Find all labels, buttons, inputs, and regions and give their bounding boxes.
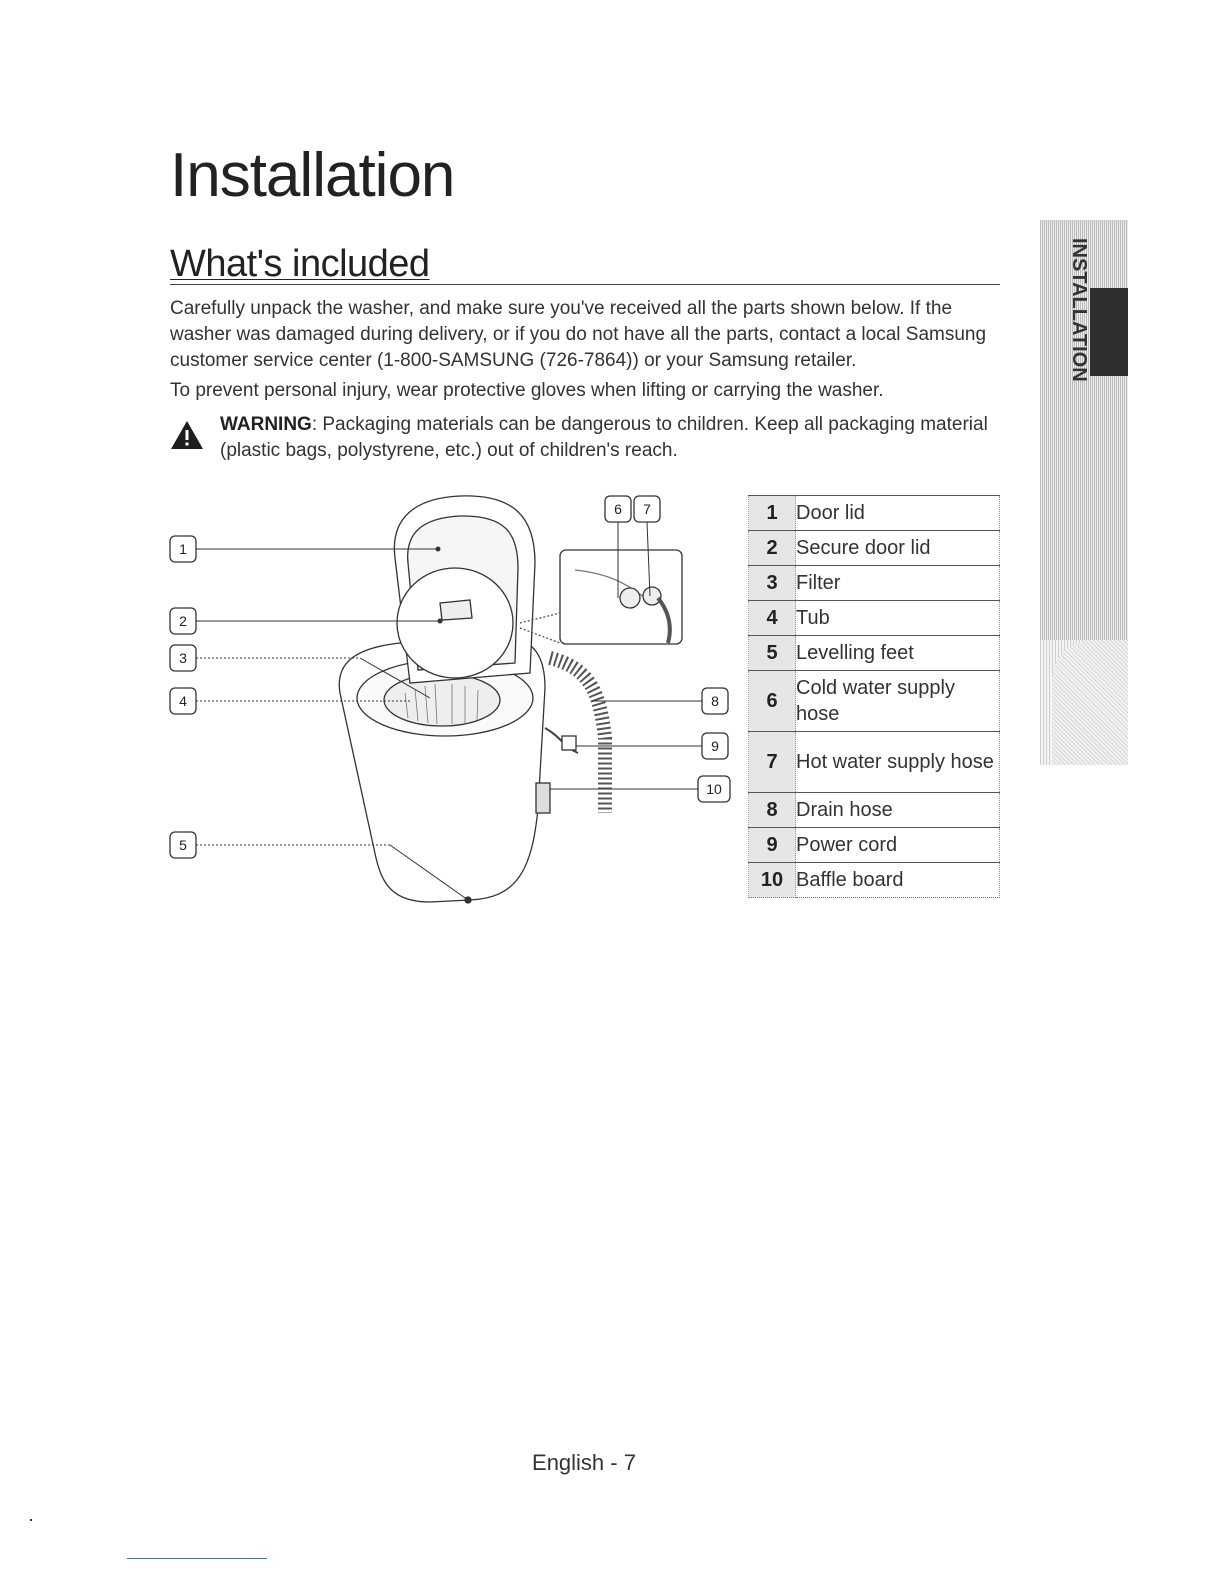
bottom-rule [127, 1558, 267, 1559]
table-row [749, 793, 1000, 828]
callout-3: 3 [179, 650, 187, 666]
part-name: Tub [796, 601, 1000, 636]
part-name: Baffle board [796, 863, 1000, 898]
warning-triangle-icon [170, 420, 204, 450]
part-number: 2 [749, 531, 796, 566]
part-name: Cold water supply hose [796, 671, 1000, 732]
intro-paragraph: Carefully unpack the washer, and make sure you've received all the parts shown below. If the washer was damaged during delivery, or if you do not have all the parts, contact a local Samsung customer service center (1-800-SAMSUNG (726-7864)) or your Samsung retailer. [170, 298, 987, 371]
callout-6: 6 [614, 501, 622, 517]
washer-diagram [160, 478, 740, 908]
parts-table [748, 495, 1000, 898]
callout-4: 4 [179, 693, 187, 709]
table-row [749, 671, 1000, 732]
warning-label: WARNING [220, 414, 312, 435]
table-row [749, 732, 1000, 793]
side-tab-fade [1052, 640, 1128, 765]
page-title: Installation [170, 141, 455, 210]
callout-9: 9 [711, 738, 719, 754]
part-number: 10 [749, 863, 796, 898]
table-row [749, 496, 1000, 531]
callout-2: 2 [179, 613, 187, 629]
callout-1: 1 [179, 541, 187, 557]
part-name: Power cord [796, 828, 1000, 863]
part-name: Door lid [796, 496, 1000, 531]
table-row [749, 863, 1000, 898]
table-row [749, 566, 1000, 601]
stray-mark [30, 1519, 32, 1521]
callout-10: 10 [706, 781, 722, 797]
part-number: 6 [749, 671, 796, 732]
callout-7: 7 [643, 501, 651, 517]
table-row [749, 601, 1000, 636]
side-tab-label: INSTALLATION [1068, 238, 1090, 382]
part-name: Levelling feet [796, 636, 1000, 671]
side-tab-marker [1090, 288, 1128, 376]
chapter-side-tab [1040, 220, 1128, 765]
callout-5: 5 [179, 837, 187, 853]
part-number: 3 [749, 566, 796, 601]
callout-8: 8 [711, 693, 719, 709]
table-row [749, 828, 1000, 863]
part-name: Filter [796, 566, 1000, 601]
warning-body: : Packaging materials can be dangerous to children. Keep all packaging material (plastic bags, polystyrene, etc.) out of children's reach. [220, 414, 988, 461]
part-name: Hot water supply hose [796, 732, 1000, 793]
washer-illustration [160, 478, 740, 908]
section-title: What's included [170, 243, 430, 285]
part-name: Secure door lid [796, 531, 1000, 566]
part-number: 9 [749, 828, 796, 863]
part-number: 7 [749, 732, 796, 793]
safety-note: To prevent personal injury, wear protective gloves when lifting or carrying the washer. [170, 380, 884, 401]
part-number: 5 [749, 636, 796, 671]
part-number: 4 [749, 601, 796, 636]
table-row [749, 636, 1000, 671]
warning-text [220, 412, 990, 464]
part-number: 1 [749, 496, 796, 531]
section-header [170, 244, 1000, 285]
part-name: Drain hose [796, 793, 1000, 828]
part-number: 8 [749, 793, 796, 828]
table-row [749, 531, 1000, 566]
warning-block [170, 412, 1000, 468]
page-footer: English - 7 [532, 1450, 636, 1475]
